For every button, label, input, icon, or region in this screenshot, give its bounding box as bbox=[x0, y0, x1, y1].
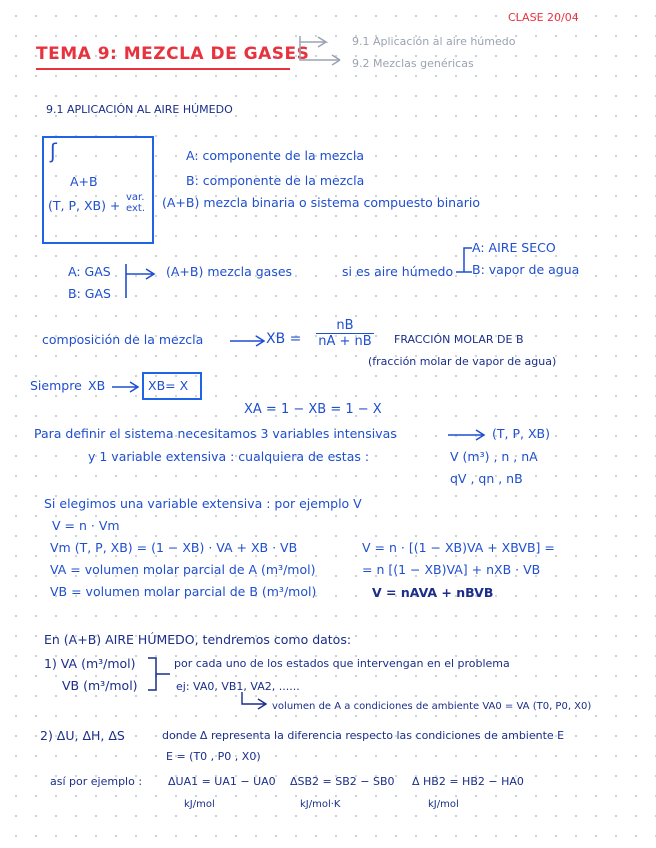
delta-definition: donde Δ representa la diferencia respecto las condiciones de ambiente E bbox=[162, 729, 565, 742]
example-values: ej: VA0, VB1, VA2, ...... bbox=[176, 680, 300, 693]
section-heading: 9.1 APLICACIÓN AL AIRE HÚMEDO bbox=[46, 103, 233, 116]
composition-label: composición de la mezcla bbox=[42, 332, 204, 347]
siempre-label: Siempre bbox=[30, 378, 82, 393]
siempre-xb: XB bbox=[88, 378, 106, 393]
result-line-3: V = nAVA + nBVB bbox=[372, 585, 494, 600]
water-vapor: B: vapor de agua bbox=[472, 262, 580, 277]
vm-equation: Vm (T, P, XB) = (1 − XB) · VA + XB · VB bbox=[50, 540, 298, 555]
extensive-vars-1: V (m³) , n , nA bbox=[450, 449, 538, 464]
example-intro: Si elegimos una variable extensiva : por ejemplo V bbox=[44, 496, 362, 511]
unit-u: kJ/mol bbox=[184, 799, 215, 810]
define-line-1: Para definir el sistema necesitamos 3 variables intensivas bbox=[34, 426, 397, 441]
gas-a: A: GAS bbox=[68, 264, 111, 279]
item-1-vb: VB (m³/mol) bbox=[62, 678, 138, 693]
each-state: por cada uno de los estados que intervengan en el problema bbox=[174, 657, 510, 670]
gas-mix: (A+B) mezcla gases bbox=[166, 264, 293, 279]
data-heading: En (A+B) AIRE HÚMEDO, tendremos como datos: bbox=[44, 632, 352, 647]
v-equation: V = n · Vm bbox=[52, 518, 120, 533]
fraction-denominator: nA + nB bbox=[318, 334, 372, 349]
asi-label: así por ejemplo : bbox=[50, 775, 143, 788]
example-h: Δ HB2 = HB2 − HA0 bbox=[412, 775, 524, 788]
intensive-vars: (T, P, XB) bbox=[492, 426, 550, 441]
system-box bbox=[42, 136, 154, 244]
extensive-vars-2: qV , qn , nB bbox=[450, 471, 523, 486]
example-s: ΔSB2 = SB2 − SB0 bbox=[290, 775, 395, 788]
subtitle-9-2: 9.2 Mezclas genéricas bbox=[352, 57, 474, 70]
xa-equation: XA = 1 − XB = 1 − X bbox=[244, 402, 382, 417]
unit-s: kJ/mol·K bbox=[300, 799, 341, 810]
gas-b: B: GAS bbox=[68, 286, 111, 301]
volumen-arrow bbox=[240, 692, 270, 712]
title-underline bbox=[36, 68, 290, 70]
unit-h: kJ/mol bbox=[428, 799, 459, 810]
system-symbol: ʃ bbox=[50, 139, 57, 163]
xb-equals: XB = bbox=[266, 331, 302, 347]
date-label: CLASE 20/04 bbox=[508, 11, 579, 24]
va-definition: VA = volumen molar parcial de A (m³/mol) bbox=[50, 562, 316, 577]
fraction-numerator: nB bbox=[316, 318, 374, 334]
example-u: ΔUA1 = UA1 − UA0 bbox=[168, 775, 276, 788]
system-var-ext: var. ext. bbox=[126, 192, 145, 214]
page-title: TEMA 9: MEZCLA DE GASES bbox=[36, 44, 310, 64]
system-mix: A+B bbox=[70, 174, 98, 189]
subtitle-9-1: 9.1 Aplicación al aire húmedo bbox=[352, 35, 516, 48]
molar-fraction-label: FRACCIÓN MOLAR DE B bbox=[394, 333, 524, 346]
system-state: (T, P, XB) + bbox=[48, 198, 121, 213]
dry-air: A: AIRE SECO bbox=[472, 240, 556, 255]
title-branch-arrows bbox=[296, 34, 346, 68]
component-b: B: componente de la mezcla bbox=[186, 173, 365, 188]
vb-definition: VB = volumen molar parcial de B (m³/mol) bbox=[50, 584, 317, 599]
siempre-arrow bbox=[110, 380, 142, 394]
result-line-2: = n [(1 − XB)VA] + nXB · VB bbox=[362, 562, 541, 577]
item-2: 2) ΔU, ΔH, ΔS bbox=[40, 728, 125, 743]
binary-mixture: (A+B) mezcla binaria o sistema compuesto binario bbox=[162, 195, 481, 210]
component-a: A: componente de la mezcla bbox=[186, 148, 365, 163]
define-line-2: y 1 variable extensiva : cualquiera de estas : bbox=[88, 449, 370, 464]
define-arrow bbox=[446, 428, 488, 442]
composition-arrow bbox=[228, 334, 268, 348]
result-line-1: V = n · [(1 − XB)VA + XBVB] = bbox=[362, 540, 555, 555]
humid-air-label: si es aire húmedo bbox=[342, 264, 454, 279]
molar-fraction-note: (fracción molar de vapor de agua) bbox=[368, 355, 557, 368]
item-1-va: 1) VA (m³/mol) bbox=[44, 656, 136, 671]
e-conditions: E = (T0 , P0 , X0) bbox=[166, 750, 261, 763]
item-1-bracket bbox=[146, 656, 176, 694]
gas-arrow bbox=[124, 262, 164, 302]
xb-equals-x: XB= X bbox=[148, 378, 189, 393]
xb-fraction bbox=[316, 318, 374, 349]
volumen-ambient: volumen de A a condiciones de ambiente VA0 = VA (T0, P0, X0) bbox=[272, 701, 592, 712]
